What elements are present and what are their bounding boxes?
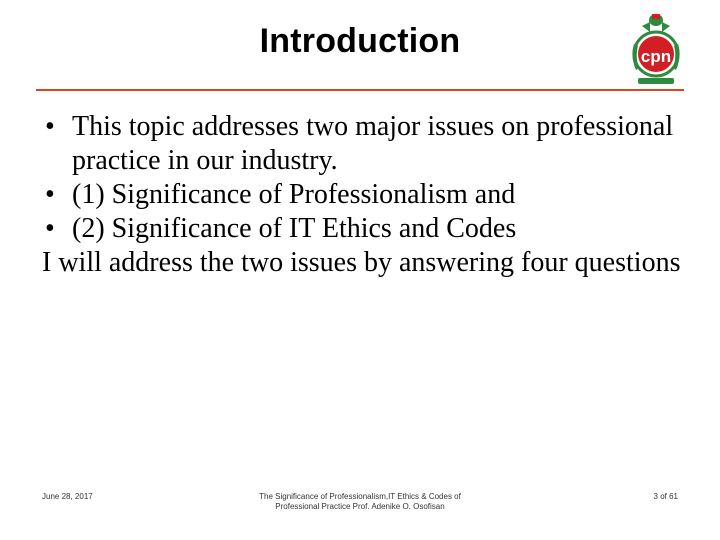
bullet-dot: •: [45, 111, 55, 142]
cpn-logo: [628, 8, 684, 88]
body-paragraph: I will address the two issues by answering four questions: [42, 247, 681, 278]
slide-title: Introduction: [259, 22, 461, 60]
footer-date: June 28, 2017: [42, 492, 93, 501]
bullet-text: (1) Significance of Professionalism and: [72, 179, 516, 210]
bullet-dot: •: [45, 179, 55, 210]
title-divider: [36, 89, 684, 91]
bullet-text: This topic addresses two major issues on professional practice in our industry.: [72, 111, 674, 176]
bullet-item: [42, 178, 682, 212]
bullet-item: [42, 110, 682, 178]
footer-title-line2: Professional Practice Prof. Adenike O. Osofisan: [275, 502, 445, 511]
logo-text: cpn: [640, 47, 672, 66]
bullet-dot: •: [45, 213, 55, 244]
bullet-text: (2) Significance of IT Ethics and Codes: [72, 213, 517, 244]
footer-title-line1: The Significance of Professionalism,IT Ethics & Codes of: [259, 492, 461, 501]
footer-title: [240, 492, 480, 512]
bullet-item: [42, 212, 682, 246]
slide-content: [42, 110, 682, 280]
footer-page-number: 3 of 61: [653, 492, 678, 501]
